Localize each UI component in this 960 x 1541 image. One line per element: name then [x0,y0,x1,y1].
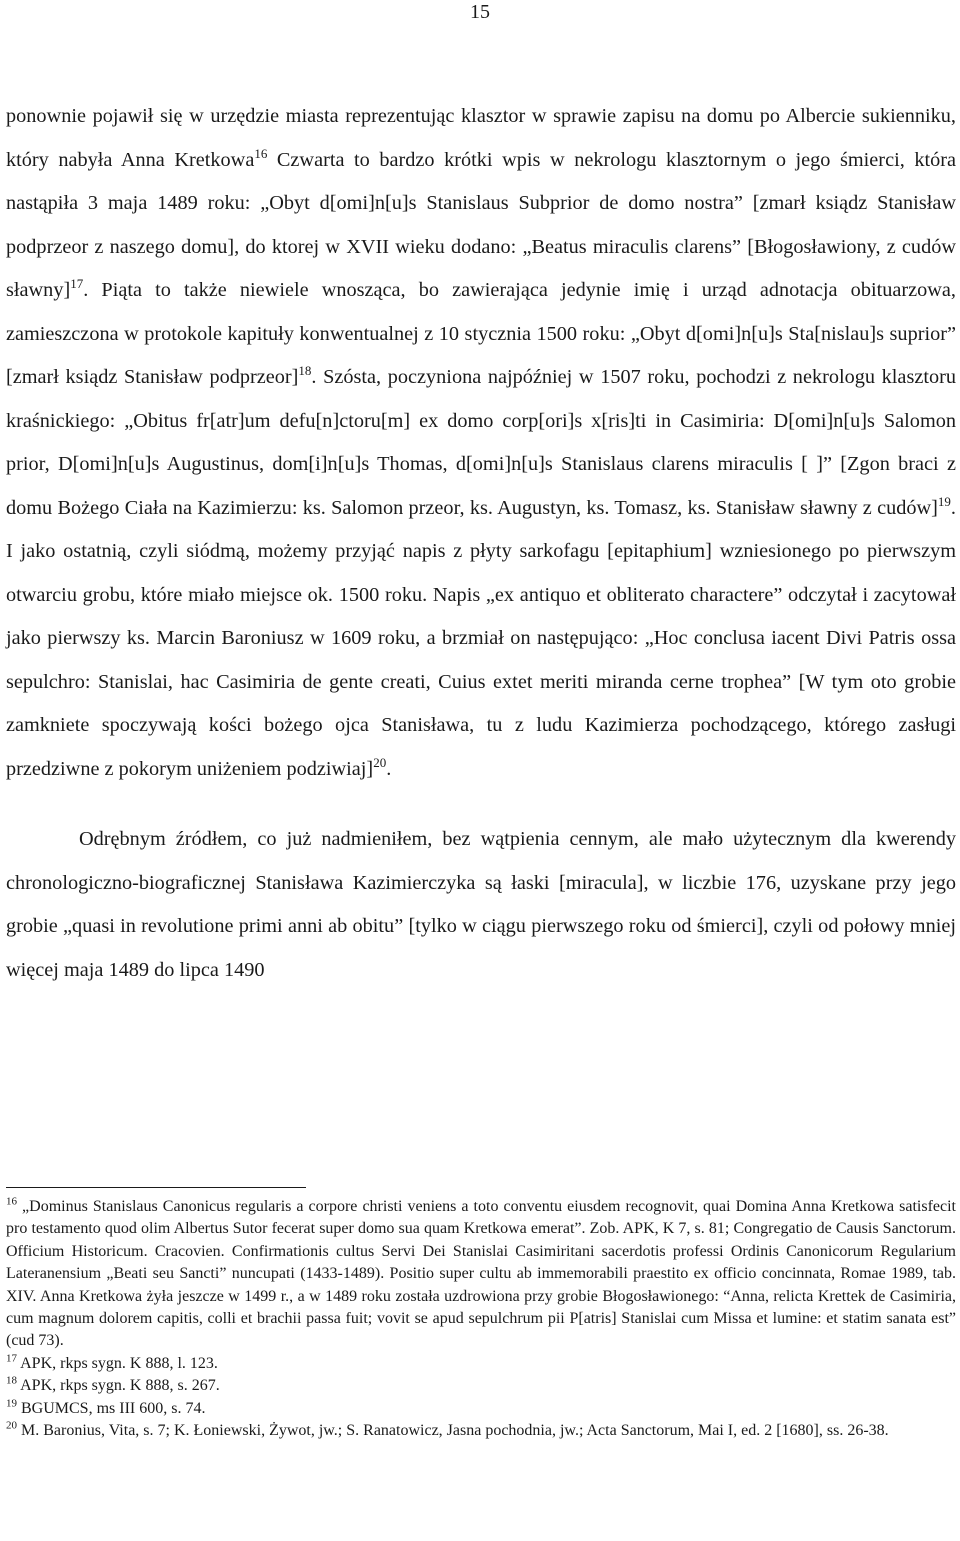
footnote-text: APK, rkps sygn. K 888, l. 123. [17,1354,218,1372]
footnote-number: 16 [6,1195,17,1208]
footnote-text: BGUMCS, ms III 600, s. 74. [17,1399,206,1417]
footnote-18 [6,1375,956,1397]
page-number: 15 [470,1,490,23]
footnote-ref-20[interactable]: 20 [373,754,387,770]
paragraph-1-text-a: ponownie pojawił się w urzędzie miasta reprezentując klasztor w sprawie zapisu na domu po Albercie sukienniku, który nabyła Anna Kretkowa [6,105,956,171]
footnote-16 [6,1196,956,1353]
footnote-number: 19 [6,1397,17,1410]
paragraph-1 [6,95,956,791]
footnote-number: 18 [6,1374,17,1387]
footnote-number: 17 [6,1352,17,1365]
body-text [6,95,956,992]
footnote-text: APK, rkps sygn. K 888, s. 267. [17,1377,220,1395]
footnote-ref-19[interactable]: 19 [937,493,951,509]
footnote-separator [6,1187,306,1188]
paragraph-1-text-b: Czwarta to bardzo krótki wpis w nekrologu klasztornym o jego śmierci, która nastąpiła 3 maja 1489 roku: „Obyt d[omi]n[u]s Stanislaus Subprior de domo nostra” [zmarł ksiądz Stanisław podprzeor z naszego domu], do ktorej w XVII wieku dodano: „Beatus miraculis clarens” [Błogosławiony, z cudów sławny] [6,148,957,301]
paragraph-1-text-e: . I jako ostatnią, czyli siódmą, możemy przyjąć napis z płyty sarkofagu [epitaphium] wzniesionego po pierwszym otwarciu grobu, które miało miejsce ok. 1500 roku. Napis „ex antiquo et obliterato charactere” odczytał i zacytował jako pierwszy ks. Marcin Baroniusz w 1609 roku, a brzmiał on następująco: „Hoc conclusa iacent Divi Patris ossa sepulchro: Stanislai, hac Casimiria de gente creati, Cuius extet meriti miranda cerne trophea” [W tym oto grobie zamkniete spoczywają kości bożego ojca Stanisława, tu z ludu Kazimierza pochodzącego, którego zasługi przedziwne z pokorym uniżeniem podziwiaj] [6,496,956,780]
footnote-text: M. Baronius, Vita, s. 7; K. Łoniewski, Żywot, jw.; S. Ranatowicz, Jasna pochodnia, jw.; Acta Sanctorum, Mai I, ed. 2 [1680], ss. 26-38. [17,1422,889,1440]
footnote-ref-16[interactable]: 16 [254,145,268,161]
footnote-number: 20 [6,1419,17,1432]
paragraph-1-text-f: . [386,757,392,780]
footnote-17 [6,1353,956,1375]
footnote-20 [6,1420,956,1442]
paragraph-1-text-c: . Piąta to także niewiele wnosząca, bo zawierająca jedynie imię i urząd adnotacja obituarzowa, zamieszczona w protokole kapituły konwentualnej z 10 stycznia 1500 roku: „Obyt d[omi]n[u]s Sta[nislau]s suprior” [zmarł ksiądz Stanisław podprzeor] [6,279,956,388]
paragraph-1-text-d: . Szósta, poczyniona najpóźniej w 1507 roku, pochodzi z nekrologu klasztoru kraśnickiego: „Obitus fr[atr]um defu[n]ctoru[m] ex domo corp[ori]s x[ris]ti in Casimiria: D[omi]n[u]s Salomon prior, D[omi]n[u]s Augustinus, dom[i]n[u]s Thomas, d[omi]n[u]s Stanislaus clarens miraculis [ ]” [Zgon braci z domu Bożego Ciała na Kazimierzu: ks. Salomon przeor, ks. Augustyn, ks. Tomasz, ks. Stanisław sławny z cudów] [6,366,957,519]
paragraph-2: Odrębnym źródłem, co już nadmieniłem, bez wątpienia cennym, ale mało użytecznym dla kwerendy chronologiczno-biograficznej Stanisława Kazimierczyka są łaski [miracula], w liczbie 176, uzyskane przy jego grobie „quasi in revolutione primi anni ab obitu” [tylko w ciągu pierwszego roku od śmierci], czyli od połowy mniej więcej maja 1489 do lipca 1490 [6,828,956,981]
footnote-ref-18[interactable]: 18 [298,363,312,379]
footnote-text: „Dominus Stanislaus Canonicus regularis a corpore christi veniens a toto conventu eiusdem recognovit, quai Domina Anna Kretkowa satisfecit pro testamento quod olim Albertus Sutor fecerat super domo sua quam Kretkowa emerat”. Zob. APK, K 7, s. 81; Congregatio de Causis Sanctorum. Officium Historicum. Cracovien. Confirmationis cultus Servi Dei Stanislai Casimiritani sacerdotis professi Ordinis Canonicorum Regularium Lateranensium „Beati seu Sancti” nuncupati (1433-1489). Positio super cultu ab immemorabili praestito ex officio concinnata, Romae 1989, tab. XIV. Anna Kretkowa żyła jeszcze w 1499 r., a w 1489 roku została uzdrowiona przy grobie Błogosławionego: “Anna, relicta Krettek de Casimiria, cum magnum dolorem capitis, colli et brachii passa fuit; vovit se apud sepulchrum pii P[atris] Stanislai cum Missa et lumine: et statim sanata est” (cud 73). [6,1198,956,1350]
footnote-19 [6,1398,956,1420]
footnote-ref-17[interactable]: 17 [70,276,84,292]
footnotes [6,1196,956,1442]
